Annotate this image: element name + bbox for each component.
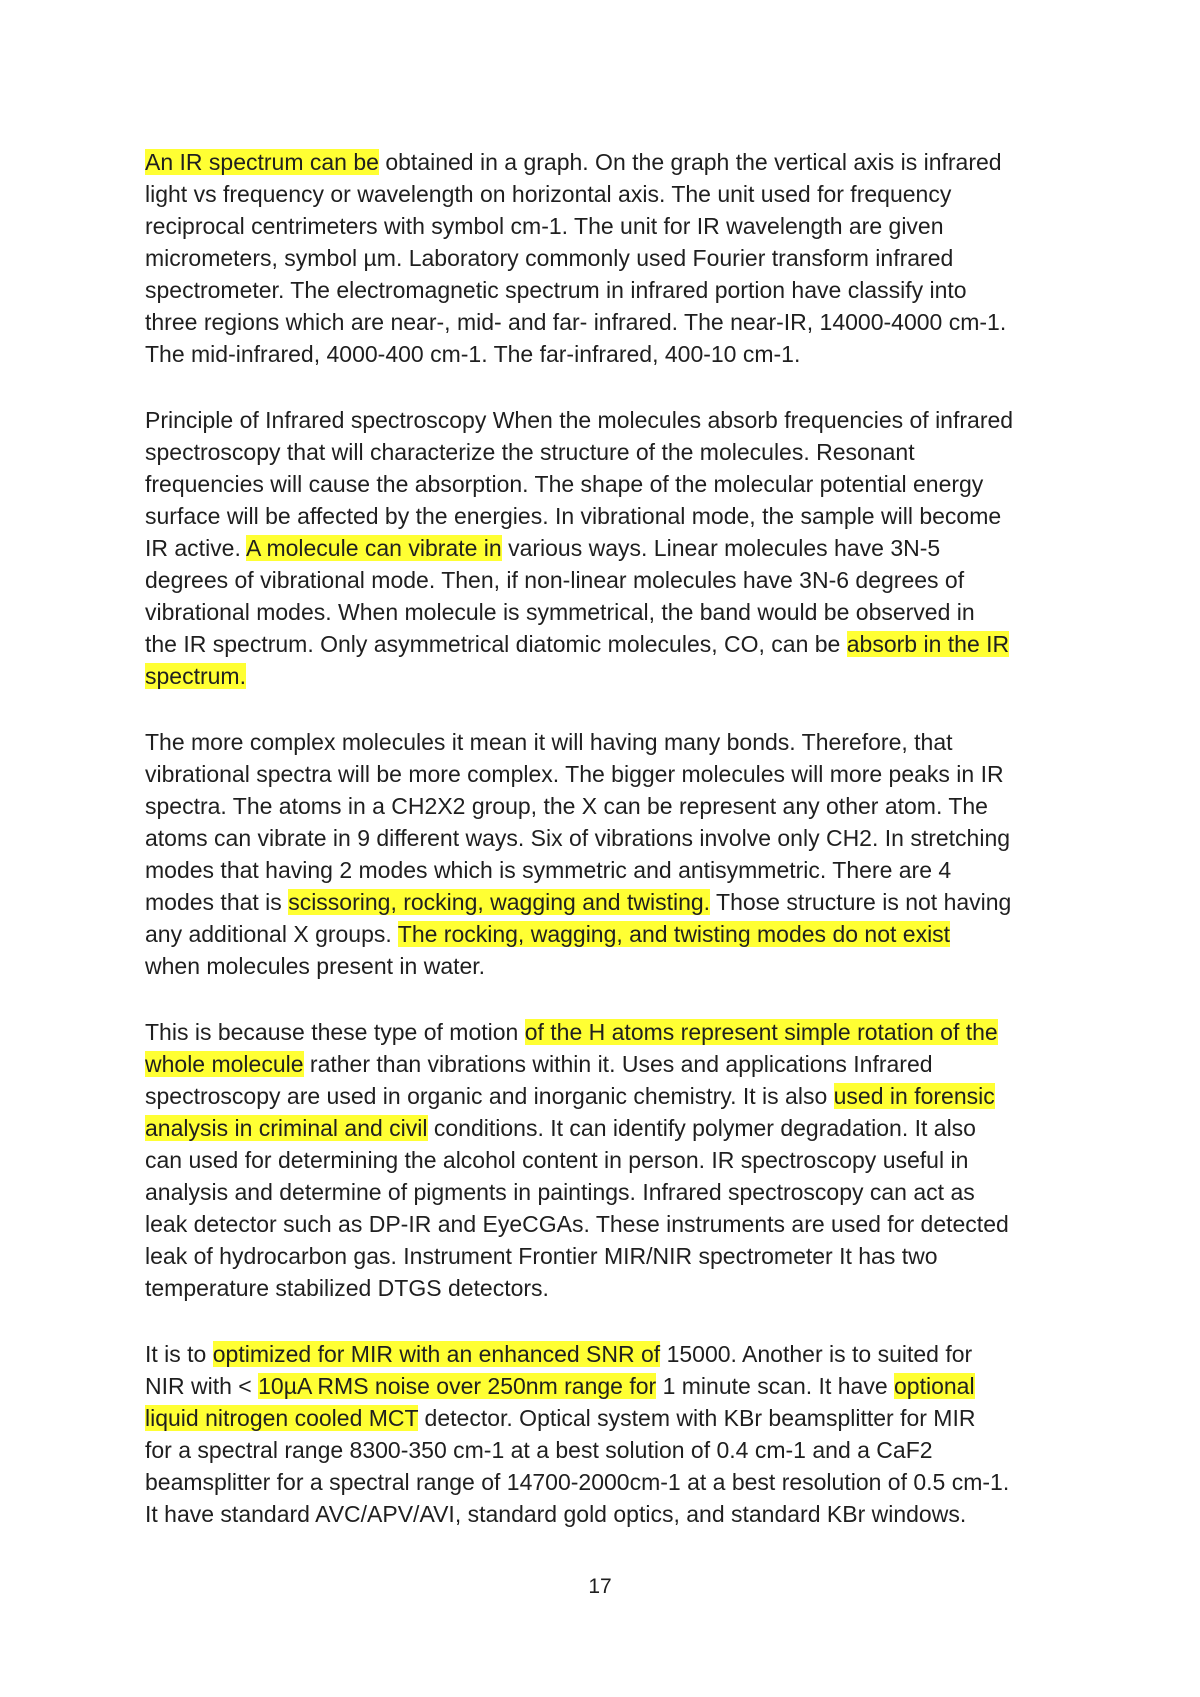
page-number: 17 [588,1575,612,1598]
text-segment: It have standard AVC/APV/AVI, standard gold optics, and standard KBr windows. [145,1501,967,1527]
text-line [145,210,1065,242]
text-segment: can used for determining the alcohol content in person. IR spectroscopy useful in [145,1147,969,1173]
text-segment: spectra. The atoms in a CH2X2 group, the X can be represent any other atom. The [145,793,988,819]
text-segment: obtained in a graph. On the graph the vertical axis is infrared [378,149,1002,175]
text-line [145,1338,1065,1370]
text-line [145,1176,1065,1208]
highlighted-text: optional [894,1373,975,1399]
highlighted-text: The rocking, wagging, and twisting modes do not exist [397,921,951,947]
text-line [145,918,1065,950]
text-line [145,1016,1065,1048]
paragraph-ir-spectrum-graph [145,146,1065,370]
text-line [145,404,1065,436]
paragraph-uses-and-applications [145,1016,1065,1304]
text-segment: analysis and determine of pigments in paintings. Infrared spectroscopy can act as [145,1179,975,1205]
text-line [145,1498,1065,1530]
paragraph-principle-of-ir [145,404,1065,692]
text-segment: IR active. [145,535,246,561]
text-line [145,1144,1065,1176]
text-segment: micrometers, symbol µm. Laboratory commonly used Fourier transform infrared [145,245,954,271]
text-line [145,950,1065,982]
text-segment: atoms can vibrate in 9 different ways. Six of vibrations involve only CH2. In stretching [145,825,1011,851]
text-segment: modes that is [145,889,289,915]
text-segment: any additional X groups. [145,921,398,947]
text-segment: for a spectral range 8300-350 cm-1 at a best solution of 0.4 cm-1 and a CaF2 [145,1437,933,1463]
highlighted-text: liquid nitrogen cooled MCT [145,1405,419,1431]
text-segment: light vs frequency or wavelength on horizontal axis. The unit used for frequency [145,181,952,207]
text-segment: detector. Optical system with KBr beamsplitter for MIR [418,1405,976,1431]
text-segment: leak detector such as DP-IR and EyeCGAs. These instruments are used for detected [145,1211,1009,1237]
highlighted-text: analysis in criminal and civil [145,1115,428,1141]
highlighted-text: scissoring, rocking, wagging and twisting. [288,889,711,915]
text-line [145,564,1065,596]
highlighted-text: whole molecule [145,1051,304,1077]
text-segment: This is because these type of motion [145,1019,525,1045]
text-segment: reciprocal centrimeters with symbol cm-1. The unit for IR wavelength are given [145,213,944,239]
text-line [145,726,1065,758]
highlighted-text: A molecule can vibrate in [245,535,502,561]
text-segment: spectroscopy are used in organic and inorganic chemistry. It is also [145,1083,834,1109]
text-line [145,1112,1065,1144]
text-segment: It is to [145,1341,213,1367]
text-line [145,146,1065,178]
highlighted-text: spectrum. [145,663,246,689]
text-line [145,178,1065,210]
text-line [145,436,1065,468]
highlighted-text: optimized for MIR with an enhanced SNR of [212,1341,661,1367]
text-line [145,628,1065,660]
text-line [145,790,1065,822]
text-line [145,1080,1065,1112]
text-line [145,886,1065,918]
text-line [145,468,1065,500]
text-segment: vibrational spectra will be more complex. The bigger molecules will more peaks in IR [145,761,1004,787]
text-line [145,1370,1065,1402]
text-line [145,854,1065,886]
highlighted-text: of the H atoms represent simple rotation of the [524,1019,998,1045]
text-line [145,1208,1065,1240]
text-line [145,822,1065,854]
text-segment: three regions which are near-, mid- and far- infrared. The near-IR, 14000-4000 cm-1. [145,309,1007,335]
text-segment: surface will be affected by the energies. In vibrational mode, the sample will become [145,503,1002,529]
text-segment: 1 minute scan. It have [656,1373,894,1399]
highlighted-text: An IR spectrum can be [145,149,379,175]
text-line [145,500,1065,532]
text-line [145,338,1065,370]
text-segment: Those structure is not having [710,889,1012,915]
text-segment: rather than vibrations within it. Uses and applications Infrared [303,1051,933,1077]
text-line [145,306,1065,338]
text-line [145,1272,1065,1304]
text-line [145,242,1065,274]
paragraph-spectrometer-specs [145,1338,1065,1530]
text-line [145,1434,1065,1466]
text-segment: modes that having 2 modes which is symmetric and antisymmetric. There are 4 [145,857,952,883]
text-segment: the IR spectrum. Only asymmetrical diatomic molecules, CO, can be [145,631,847,657]
text-segment: vibrational modes. When molecule is symmetrical, the band would be observed in [145,599,975,625]
text-segment: frequencies will cause the absorption. The shape of the molecular potential energy [145,471,984,497]
text-segment: when molecules present in water. [145,953,486,979]
text-segment: temperature stabilized DTGS detectors. [145,1275,549,1301]
highlighted-text: absorb in the IR [846,631,1010,657]
text-segment: The mid-infrared, 4000-400 cm-1. The far-infrared, 400-10 cm-1. [145,341,801,367]
text-segment: 15000. Another is to suited for [660,1341,973,1367]
text-line [145,758,1065,790]
text-line [145,1240,1065,1272]
highlighted-text: 10µA RMS noise over 250nm range for [258,1373,657,1399]
text-segment: degrees of vibrational mode. Then, if non-linear molecules have 3N-6 degrees of [145,567,965,593]
text-line [145,1466,1065,1498]
text-segment: conditions. It can identify polymer degradation. It also [427,1115,976,1141]
highlighted-text: used in forensic [833,1083,995,1109]
text-segment: spectrometer. The electromagnetic spectrum in infrared portion have classify into [145,277,967,303]
text-line [145,532,1065,564]
text-segment: various ways. Linear molecules have 3N-5 [501,535,941,561]
text-segment: The more complex molecules it mean it will having many bonds. Therefore, that [145,729,953,755]
text-segment: Principle of Infrared spectroscopy When the molecules absorb frequencies of infrared [145,407,1014,433]
text-line [145,274,1065,306]
paragraph-complex-molecules [145,726,1065,982]
text-line [145,1048,1065,1080]
text-line [145,1402,1065,1434]
text-segment: spectroscopy that will characterize the structure of the molecules. Resonant [145,439,915,465]
text-line [145,660,1065,692]
text-segment: leak of hydrocarbon gas. Instrument Frontier MIR/NIR spectrometer It has two [145,1243,938,1269]
text-line [145,596,1065,628]
text-segment: NIR with < [145,1373,259,1399]
text-segment: beamsplitter for a spectral range of 14700-2000cm-1 at a best resolution of 0.5 cm-1. [145,1469,1010,1495]
